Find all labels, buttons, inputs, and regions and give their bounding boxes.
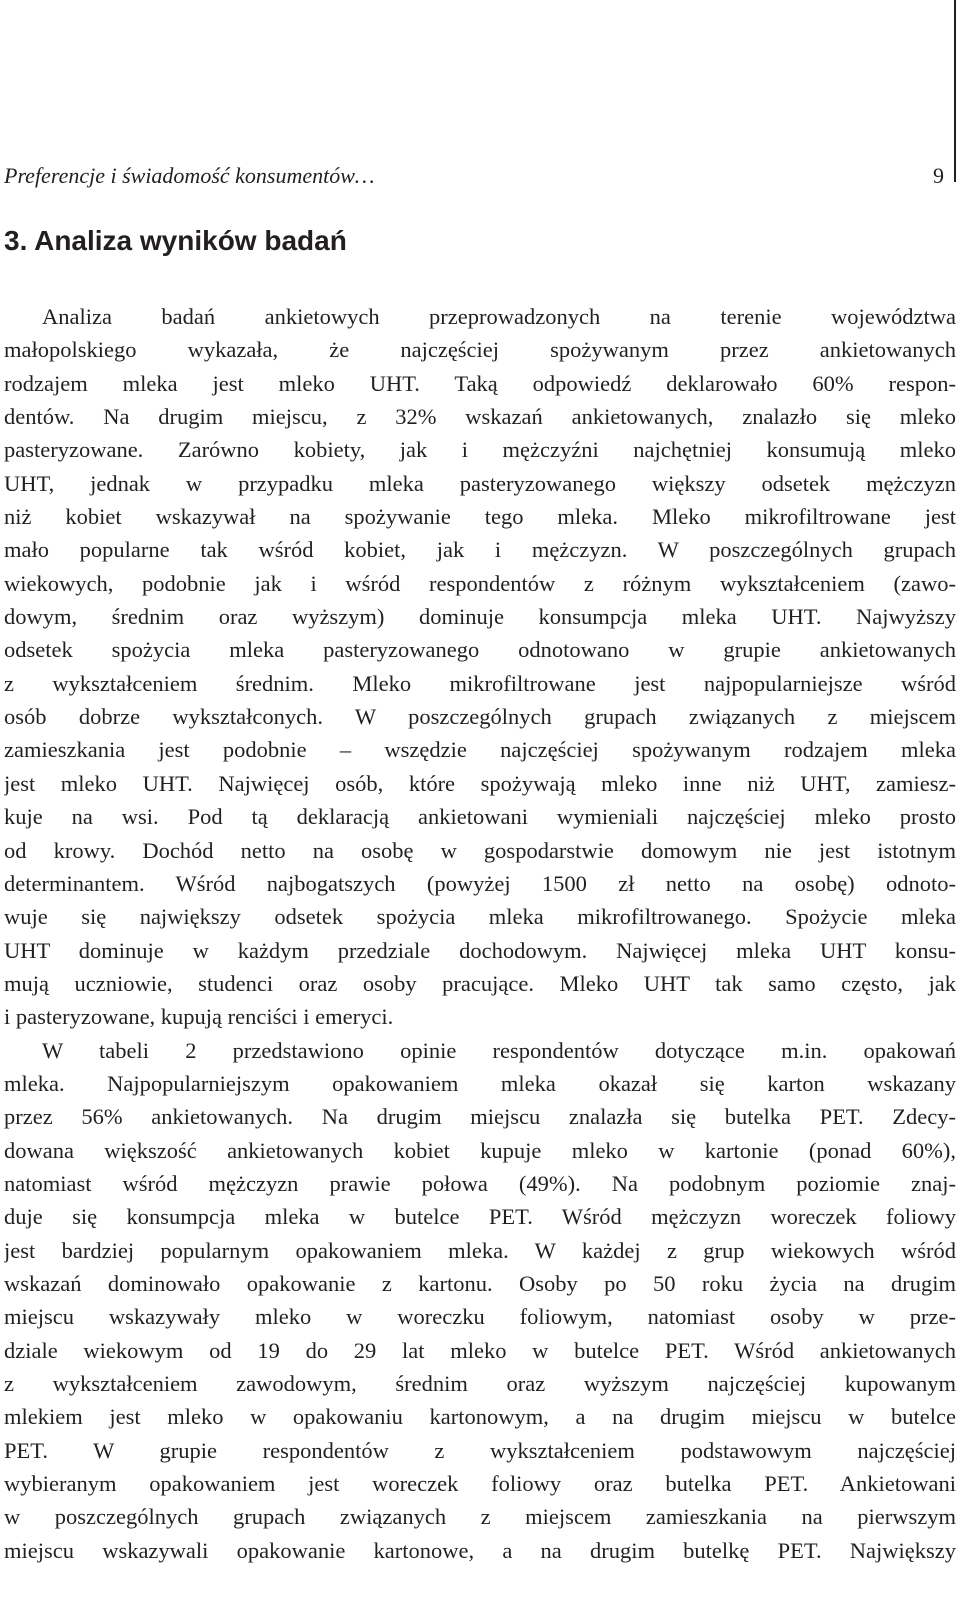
text-line: osób dobrze wykształconych. W poszczególnych grupach związanych z miejscem bbox=[4, 704, 956, 730]
text-line: mało popularne tak wśród kobiet, jak i mężczyzn. W poszczególnych grupach bbox=[4, 537, 956, 563]
text-line: mlekiem jest mleko w opakowaniu kartonowym, a na drugim miejscu w butelce bbox=[4, 1404, 956, 1430]
text-line: zamieszkania jest podobnie – wszędzie najczęściej spożywanym rodzajem mleka bbox=[4, 737, 956, 763]
text-line: od krowy. Dochód netto na osobę w gospodarstwie domowym nie jest istotnym bbox=[4, 837, 956, 863]
text-line: jest bardziej popularnym opakowaniem mleka. W każdej z grup wiekowych wśród bbox=[4, 1237, 956, 1263]
text-line: dziale wiekowym od 19 do 29 lat mleko w butelce PET. Wśród ankietowanych bbox=[4, 1337, 956, 1363]
text-line: Analiza badań ankietowych przeprowadzonych na terenie województwa bbox=[42, 304, 956, 329]
text-line: dowym, średnim oraz wyższym) dominuje konsumpcja mleka UHT. Najwyższy bbox=[4, 604, 956, 630]
text-line: natomiast wśród mężczyzn prawie połowa (49%). Na podobnym poziomie znaj- bbox=[4, 1170, 956, 1196]
page-number: 9 bbox=[933, 163, 944, 188]
section-heading: 3. Analiza wyników badań bbox=[4, 225, 347, 256]
text-line: wiekowych, podobnie jak i wśród respondentów z różnym wykształceniem (zawo- bbox=[4, 570, 956, 596]
text-line: UHT, jednak w przypadku mleka pasteryzowanego większy odsetek mężczyzn bbox=[4, 470, 956, 496]
text-line: niż kobiet wskazywał na spożywanie tego mleka. Mleko mikrofiltrowane jest bbox=[4, 504, 956, 530]
text-line: miejscu wskazywały mleko w woreczku foliowym, natomiast osoby w prze- bbox=[4, 1304, 956, 1330]
text-line: pasteryzowane. Zarówno kobiety, jak i mężczyźni najchętniej konsumują mleko bbox=[4, 437, 956, 463]
text-line: wskazań dominowało opakowanie z kartonu. Osoby po 50 roku życia na drugim bbox=[4, 1270, 956, 1296]
text-line: odsetek spożycia mleka pasteryzowanego odnotowano w grupie ankietowanych bbox=[4, 637, 956, 663]
text-line: przez 56% ankietowanych. Na drugim miejscu znalazła się butelka PET. Zdecy- bbox=[4, 1104, 956, 1130]
running-title: Preferencje i świadomość konsumentów… bbox=[4, 163, 375, 188]
text-line: miejscu wskazywali opakowanie kartonowe, a na drugim butelkę PET. Największy bbox=[4, 1537, 956, 1563]
text-line: mleka. Najpopularniejszym opakowaniem mleka okazał się karton wskazany bbox=[4, 1070, 956, 1096]
text-line: PET. W grupie respondentów z wykształceniem podstawowym najczęściej bbox=[4, 1437, 956, 1463]
text-line: rodzajem mleka jest mleko UHT. Taką odpowiedź deklarowało 60% respon- bbox=[4, 370, 956, 396]
text-line: w poszczególnych grupach związanych z miejscem zamieszkania na pierwszym bbox=[4, 1504, 956, 1530]
text-line: wybieranym opakowaniem jest woreczek foliowy oraz butelka PET. Ankietowani bbox=[4, 1471, 956, 1497]
text-line: jest mleko UHT. Najwięcej osób, które spożywają mleko inne niż UHT, zamiesz- bbox=[4, 770, 956, 796]
running-header bbox=[4, 158, 944, 194]
text-line: kuje na wsi. Pod tą deklaracją ankietowani wymieniali najczęściej mleko prosto bbox=[4, 804, 956, 830]
body-text bbox=[4, 300, 956, 1567]
text-line: UHT dominuje w każdym przedziale dochodowym. Najwięcej mleka UHT konsu- bbox=[4, 937, 956, 963]
page-edge-rule bbox=[954, 0, 956, 182]
text-line: i pasteryzowane, kupują renciści i emeryci. bbox=[4, 1004, 394, 1030]
text-line: duje się konsumpcja mleka w butelce PET. Wśród mężczyzn woreczek foliowy bbox=[4, 1204, 956, 1230]
text-line: z wykształceniem średnim. Mleko mikrofiltrowane jest najpopularniejsze wśród bbox=[4, 670, 956, 696]
text-line: wuje się największy odsetek spożycia mleka mikrofiltrowanego. Spożycie mleka bbox=[4, 904, 956, 930]
text-line: W tabeli 2 przedstawiono opinie respondentów dotyczące m.in. opakowań bbox=[42, 1037, 956, 1063]
text-line: z wykształceniem zawodowym, średnim oraz wyższym najczęściej kupowanym bbox=[4, 1371, 956, 1396]
text-line: mują uczniowie, studenci oraz osoby pracujące. Mleko UHT tak samo często, jak bbox=[4, 970, 956, 996]
text-line: małopolskiego wykazała, że najczęściej spożywanym przez ankietowanych bbox=[4, 337, 956, 363]
text-line: dentów. Na drugim miejscu, z 32% wskazań ankietowanych, znalazło się mleko bbox=[4, 404, 956, 430]
text-line: dowana większość ankietowanych kobiet kupuje mleko w kartonie (ponad 60%), bbox=[4, 1137, 956, 1163]
text-line: determinantem. Wśród najbogatszych (powyżej 1500 zł netto na osobę) odnoto- bbox=[4, 870, 956, 896]
